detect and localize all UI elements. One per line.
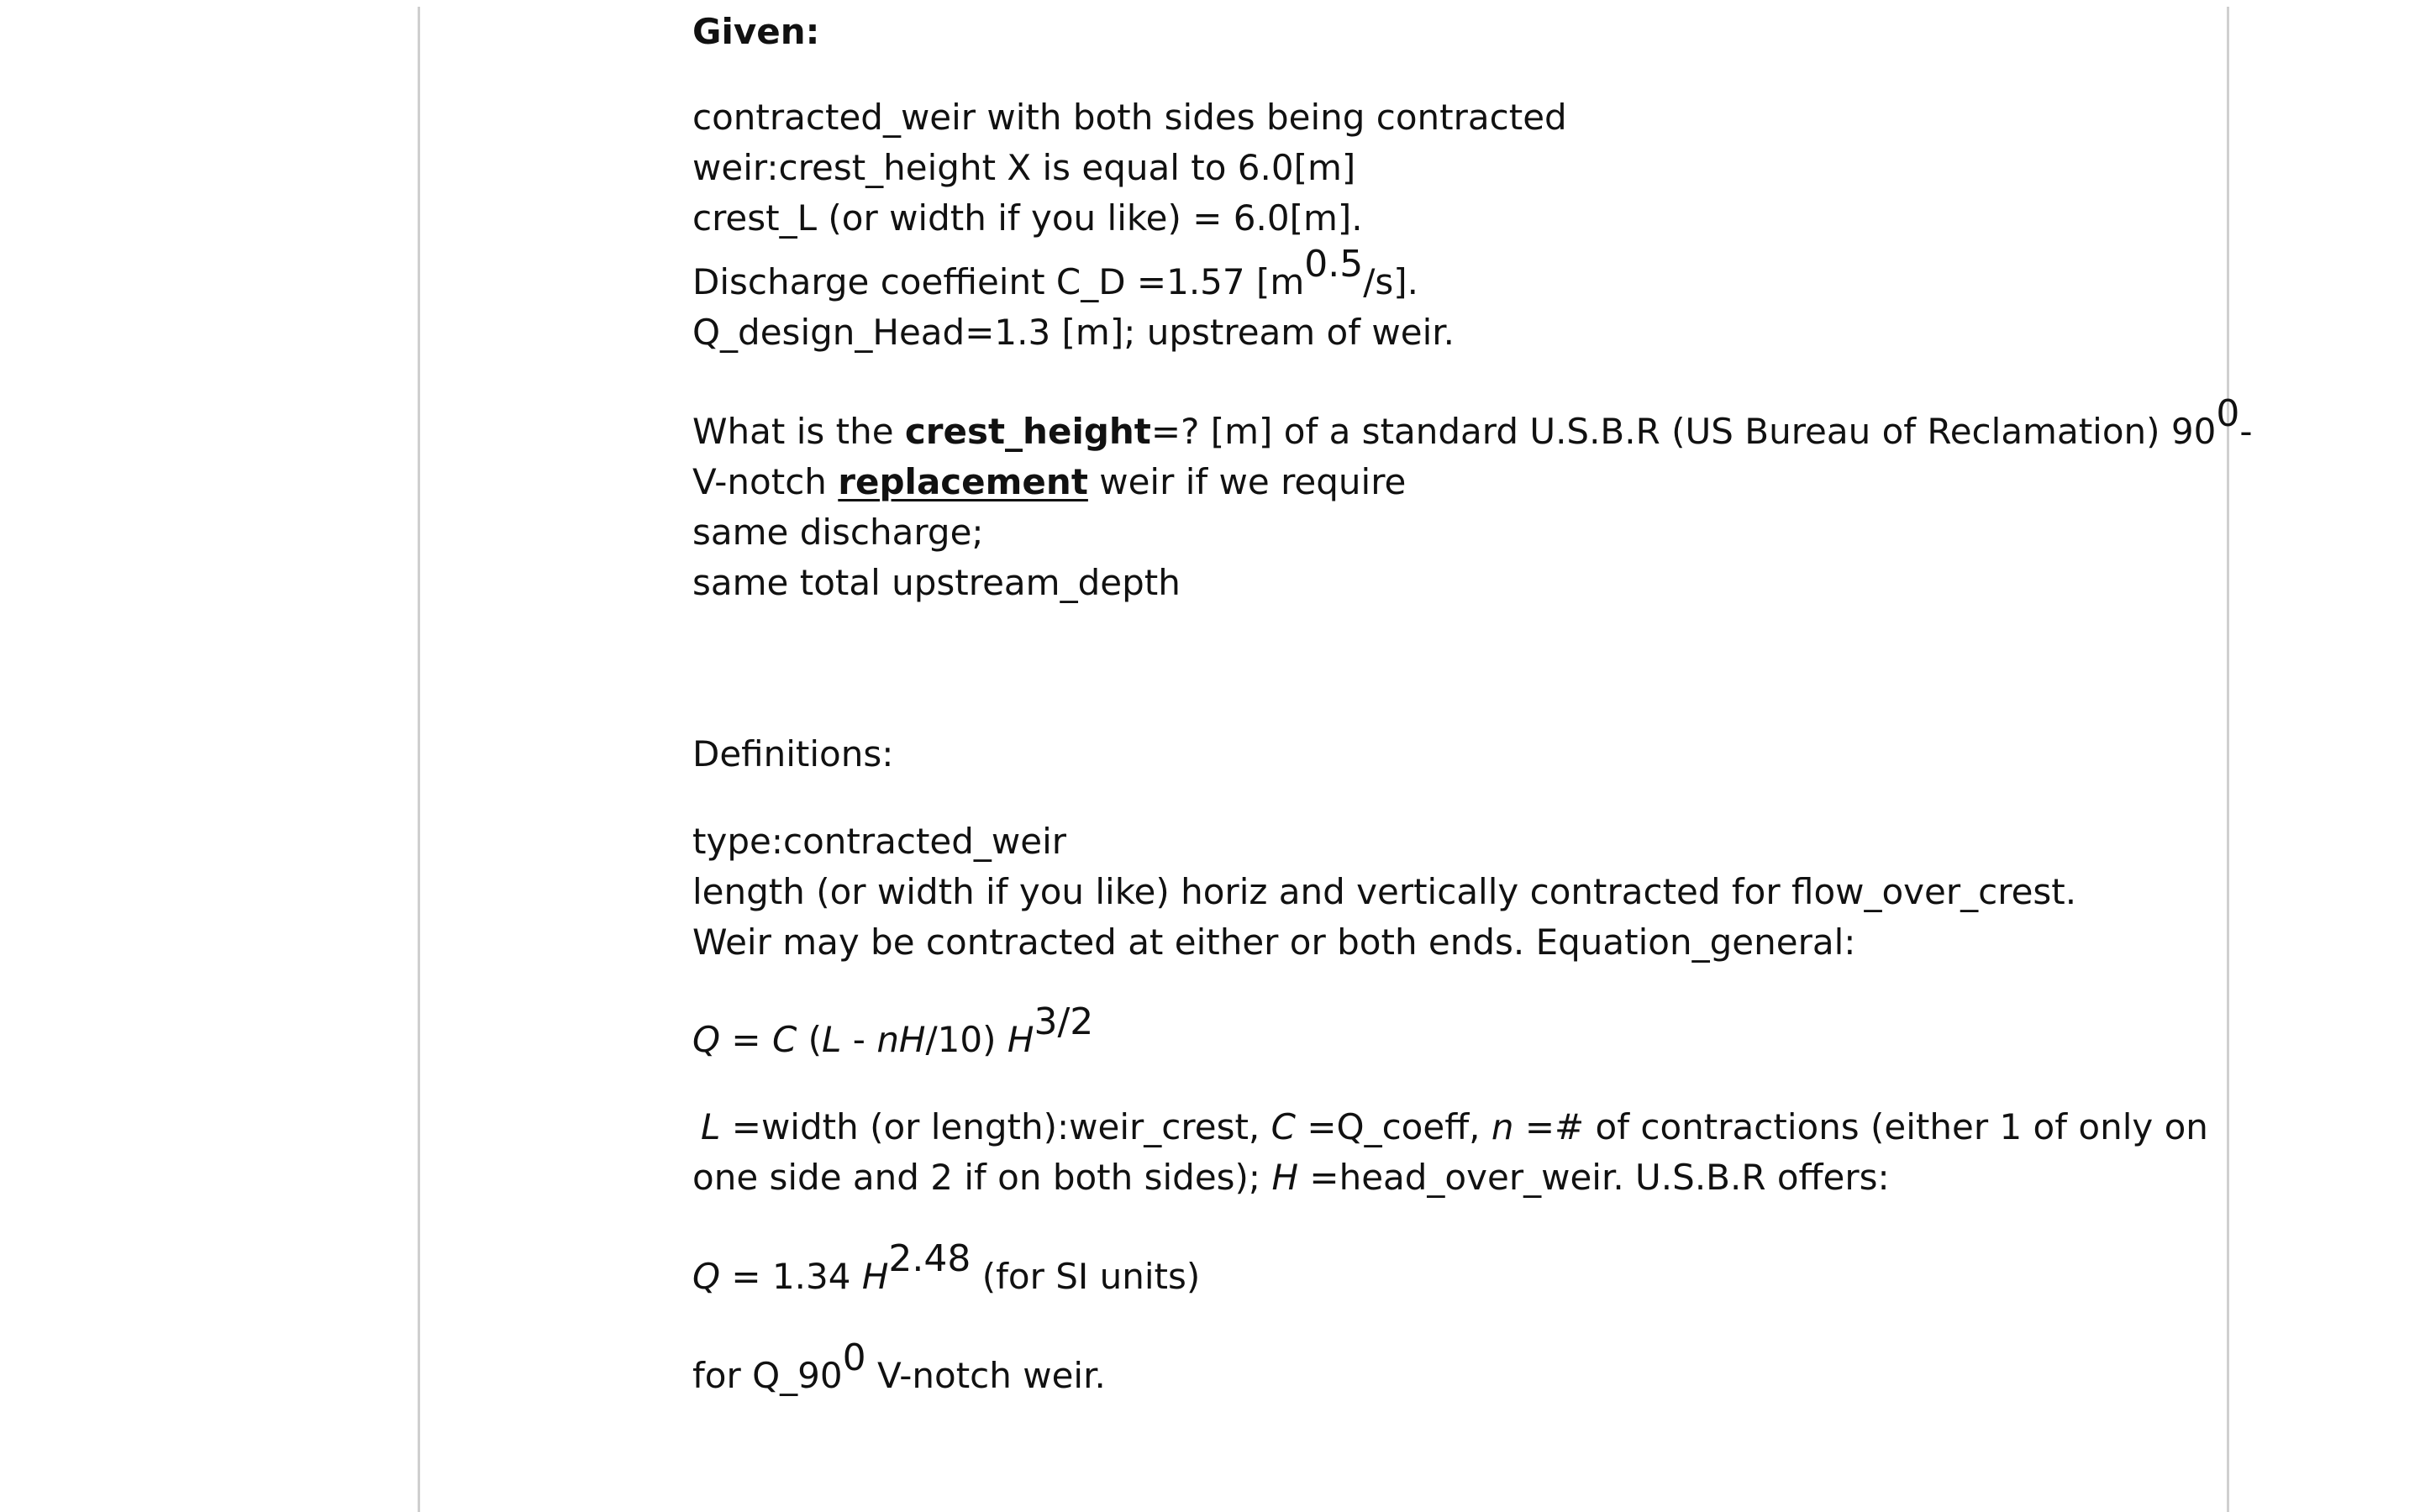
definitions-heading: Definitions: [692,733,894,774]
page-border-left [418,7,420,1512]
question-line-1: What is the crest_height=? [m] of a standard U.S.B.R (US Bureau of Reclamation) $90^0-$ [692,392,2253,452]
variables-line-1: L =width (or length):weir_crest, C =Q_coeff, n =# of contractions (either 1 of only on [701,1106,2208,1147]
question-line-2: V-notch replacement weir if we require [692,461,1407,502]
definition-line-3: Weir may be contracted at either or both ends. Equation_general: [692,921,1856,963]
question-line-4: same total upstream_depth [692,562,1181,603]
equation-usbr: Q = 1.34 $H^{2.48}$ (for SI units) [692,1237,1201,1297]
given-line-3: crest_L (or width if you like) = 6.0[m]. [692,197,1363,239]
equation-general: Q = C (L - nH/10) $H^{3/2}$ [692,1000,1094,1060]
given-line-4: Discharge coeffieint C_D =1.57 $[m^{0.5}/s]$. [692,243,1419,302]
given-line-1: contracted_weir with both sides being contracted [692,97,1567,138]
question-line-3: same discharge; [692,512,984,553]
given-line-2: weir:crest_height X is equal to 6.0[m] [692,147,1356,188]
variables-line-2: one side and 2 if on both sides); H =head_over_weir. U.S.B.R offers: [692,1157,1890,1198]
given-line-5: Q_design_Head=1.3 [m]; upstream of weir. [692,312,1455,353]
given-heading: Given: [692,11,820,52]
page-border-right [2227,7,2229,1512]
final-line: for $Q\_90^0$ V-notch weir. [692,1336,1106,1396]
definition-line-2: length (or width if you like) horiz and vertically contracted for flow_over_crest. [692,871,2077,912]
definition-line-1: type:contracted_weir [692,821,1067,862]
